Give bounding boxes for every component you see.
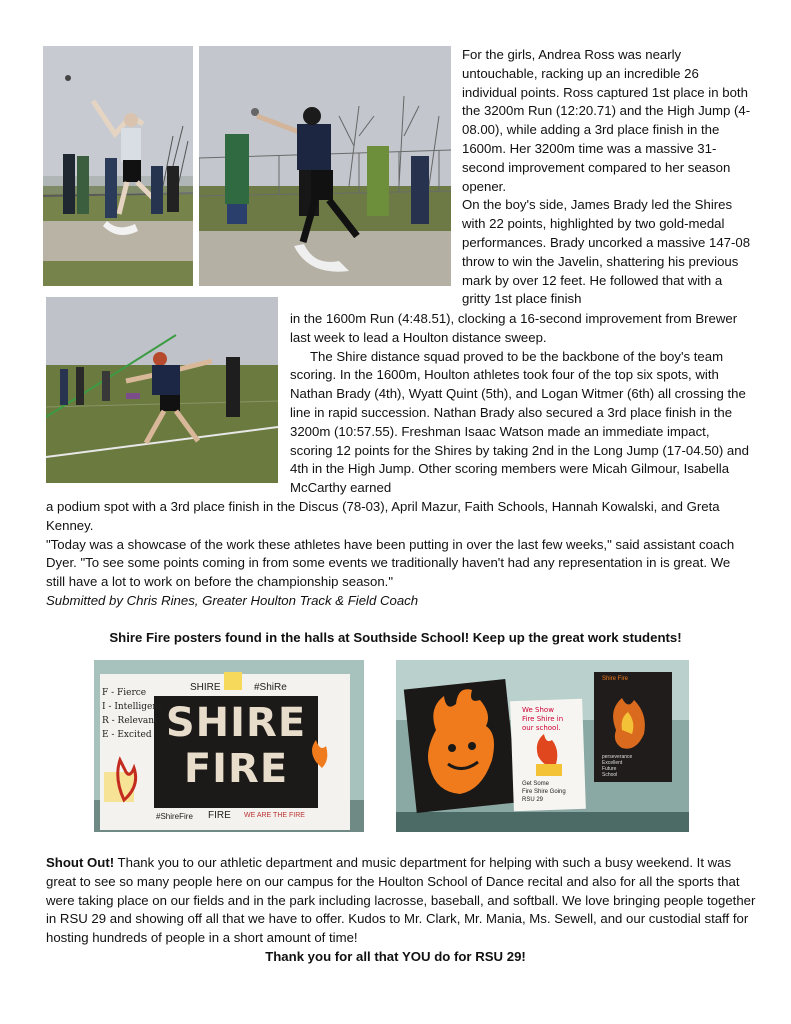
poster-note-bottom	[522, 780, 584, 804]
note-line: Get Some	[522, 781, 550, 787]
note-line: RSU 29	[522, 797, 544, 803]
shout-out-section	[46, 854, 756, 948]
paragraph-continuation: a podium spot with a 3rd place finish in the Discus (78-03), April Mazur, Faith Schools, Hannah Kowalski, and Greta Kenney.	[46, 499, 720, 533]
posters-caption: Shire Fire posters found in the halls at Southside School! Keep up the great work students!	[109, 630, 682, 645]
paragraph-andrea-ross: For the girls, Andrea Ross was nearly untouchable, racking up an incredible 26 individual points. Ross captured 1st place in both the 3200m Run (12:20.71) and the High Jump (4-08.00), while adding a 3rd place finish in the 1600m. Her 3200m time was a massive 31-second improvement compared to her season opener.	[462, 47, 751, 194]
acrostic-line: F - Fierce	[102, 688, 147, 698]
poster-top-tag: SHIRE	[190, 682, 221, 693]
full-width-text	[46, 498, 751, 611]
poster-top-hashtag: #ShiRe	[254, 682, 287, 693]
note-line: Future	[602, 766, 617, 772]
poster-bottom-fire: FIRE	[208, 810, 231, 821]
poster-right-note	[602, 754, 668, 778]
note-line: We Show	[522, 706, 554, 714]
closing-line: Thank you for all that YOU do for RSU 29!	[265, 949, 526, 964]
photo-poster-shire-fire	[94, 660, 364, 832]
poster-hashtag: #ShireFire	[156, 812, 193, 821]
poster-right-tag: Shire Fire	[602, 676, 629, 682]
photo-shot-put-left	[43, 46, 193, 286]
note-line: School	[602, 772, 618, 778]
note-line: Fire Shire Going	[522, 789, 566, 795]
submitted-by: Submitted by Chris Rines, Greater Houlton Track & Field Coach	[46, 592, 419, 608]
photo-javelin	[46, 297, 278, 483]
paragraph-james-brady: On the boy's side, James Brady led the Shires with 22 points, highlighted by two gold-medal performances. Brady uncorked a massive 147-08 throw to win the Javelin, shattering his previous mark by over 12 feet. He followed that with a gritty 1st place finish	[462, 197, 751, 307]
note-line: our school.	[522, 724, 561, 732]
poster-note-top	[522, 706, 582, 733]
acrostic-line: R - Relevant	[102, 716, 158, 726]
poster-acrostic	[102, 686, 162, 742]
note-line: Fire Shire in	[522, 715, 564, 723]
poster-title-line-1: SHIRE	[165, 700, 307, 746]
poster-title-line-2: FIRE	[183, 746, 289, 792]
paragraph-distance-squad: The Shire distance squad proved to be the backbone of the boy's team scoring. In the 1600m, Houlton athletes took four of the top six spots, with Nathan Brady (4th), Wyatt Quint (5th), and Logan Witmer (6th) all crossing the line in rapid succession. Nathan Brady also secured a 3rd place finish in the 3200m (10:57.55). Freshman Isaac Watson made an immediate impact, scoring 12 points for the Shires by taking 2nd in the Long Jump (17-04.50) and 4th in the High Jump. Other scoring members were Micah Gilmour, Isabella McCarthy earned	[290, 348, 749, 496]
note-line: perseverance	[602, 754, 633, 760]
poster-title	[160, 700, 312, 792]
shout-out-label: Shout Out!	[46, 855, 115, 870]
acrostic-line: E - Excited	[102, 730, 152, 740]
poster-bottom-slogan: WE ARE THE FIRE	[244, 812, 305, 819]
photo-shot-put-right	[199, 46, 451, 286]
shout-out-body: Thank you to our athletic department and music department for helping with such a busy weekend. It was great to see so many people here on our campus for the Houlton School of Dance recital and also for all the sports that were taking place on our fields and in the park including lacrosse, baseball, and softball. We love bringing people together in RSU 29 and showing off all that we have to offer. Kudos to Mr. Clark, Mr. Mania, Ms. Sewell, and our custodial staff for hosting hundreds of people in a short amount of time!	[46, 855, 756, 946]
note-line: Excellent	[602, 760, 623, 766]
coach-quote: "Today was a showcase of the work these athletes have been putting in over the last few weeks," said assistant coach Dyer. "To see some points coming in from some events we traditionally haven't had any representation in is great. We still have a lot to work on before the championship season."	[46, 536, 735, 590]
right-column	[462, 46, 752, 309]
photo-poster-flames	[396, 660, 689, 832]
middle-column	[290, 310, 750, 498]
acrostic-line: I - Intelligent	[102, 702, 162, 712]
paragraph-1600m: in the 1600m Run (4:48.51), clocking a 16-second improvement from Brewer last week to lead a Houlton distance sweep.	[290, 311, 738, 345]
shout-out-paragraph	[46, 854, 756, 948]
